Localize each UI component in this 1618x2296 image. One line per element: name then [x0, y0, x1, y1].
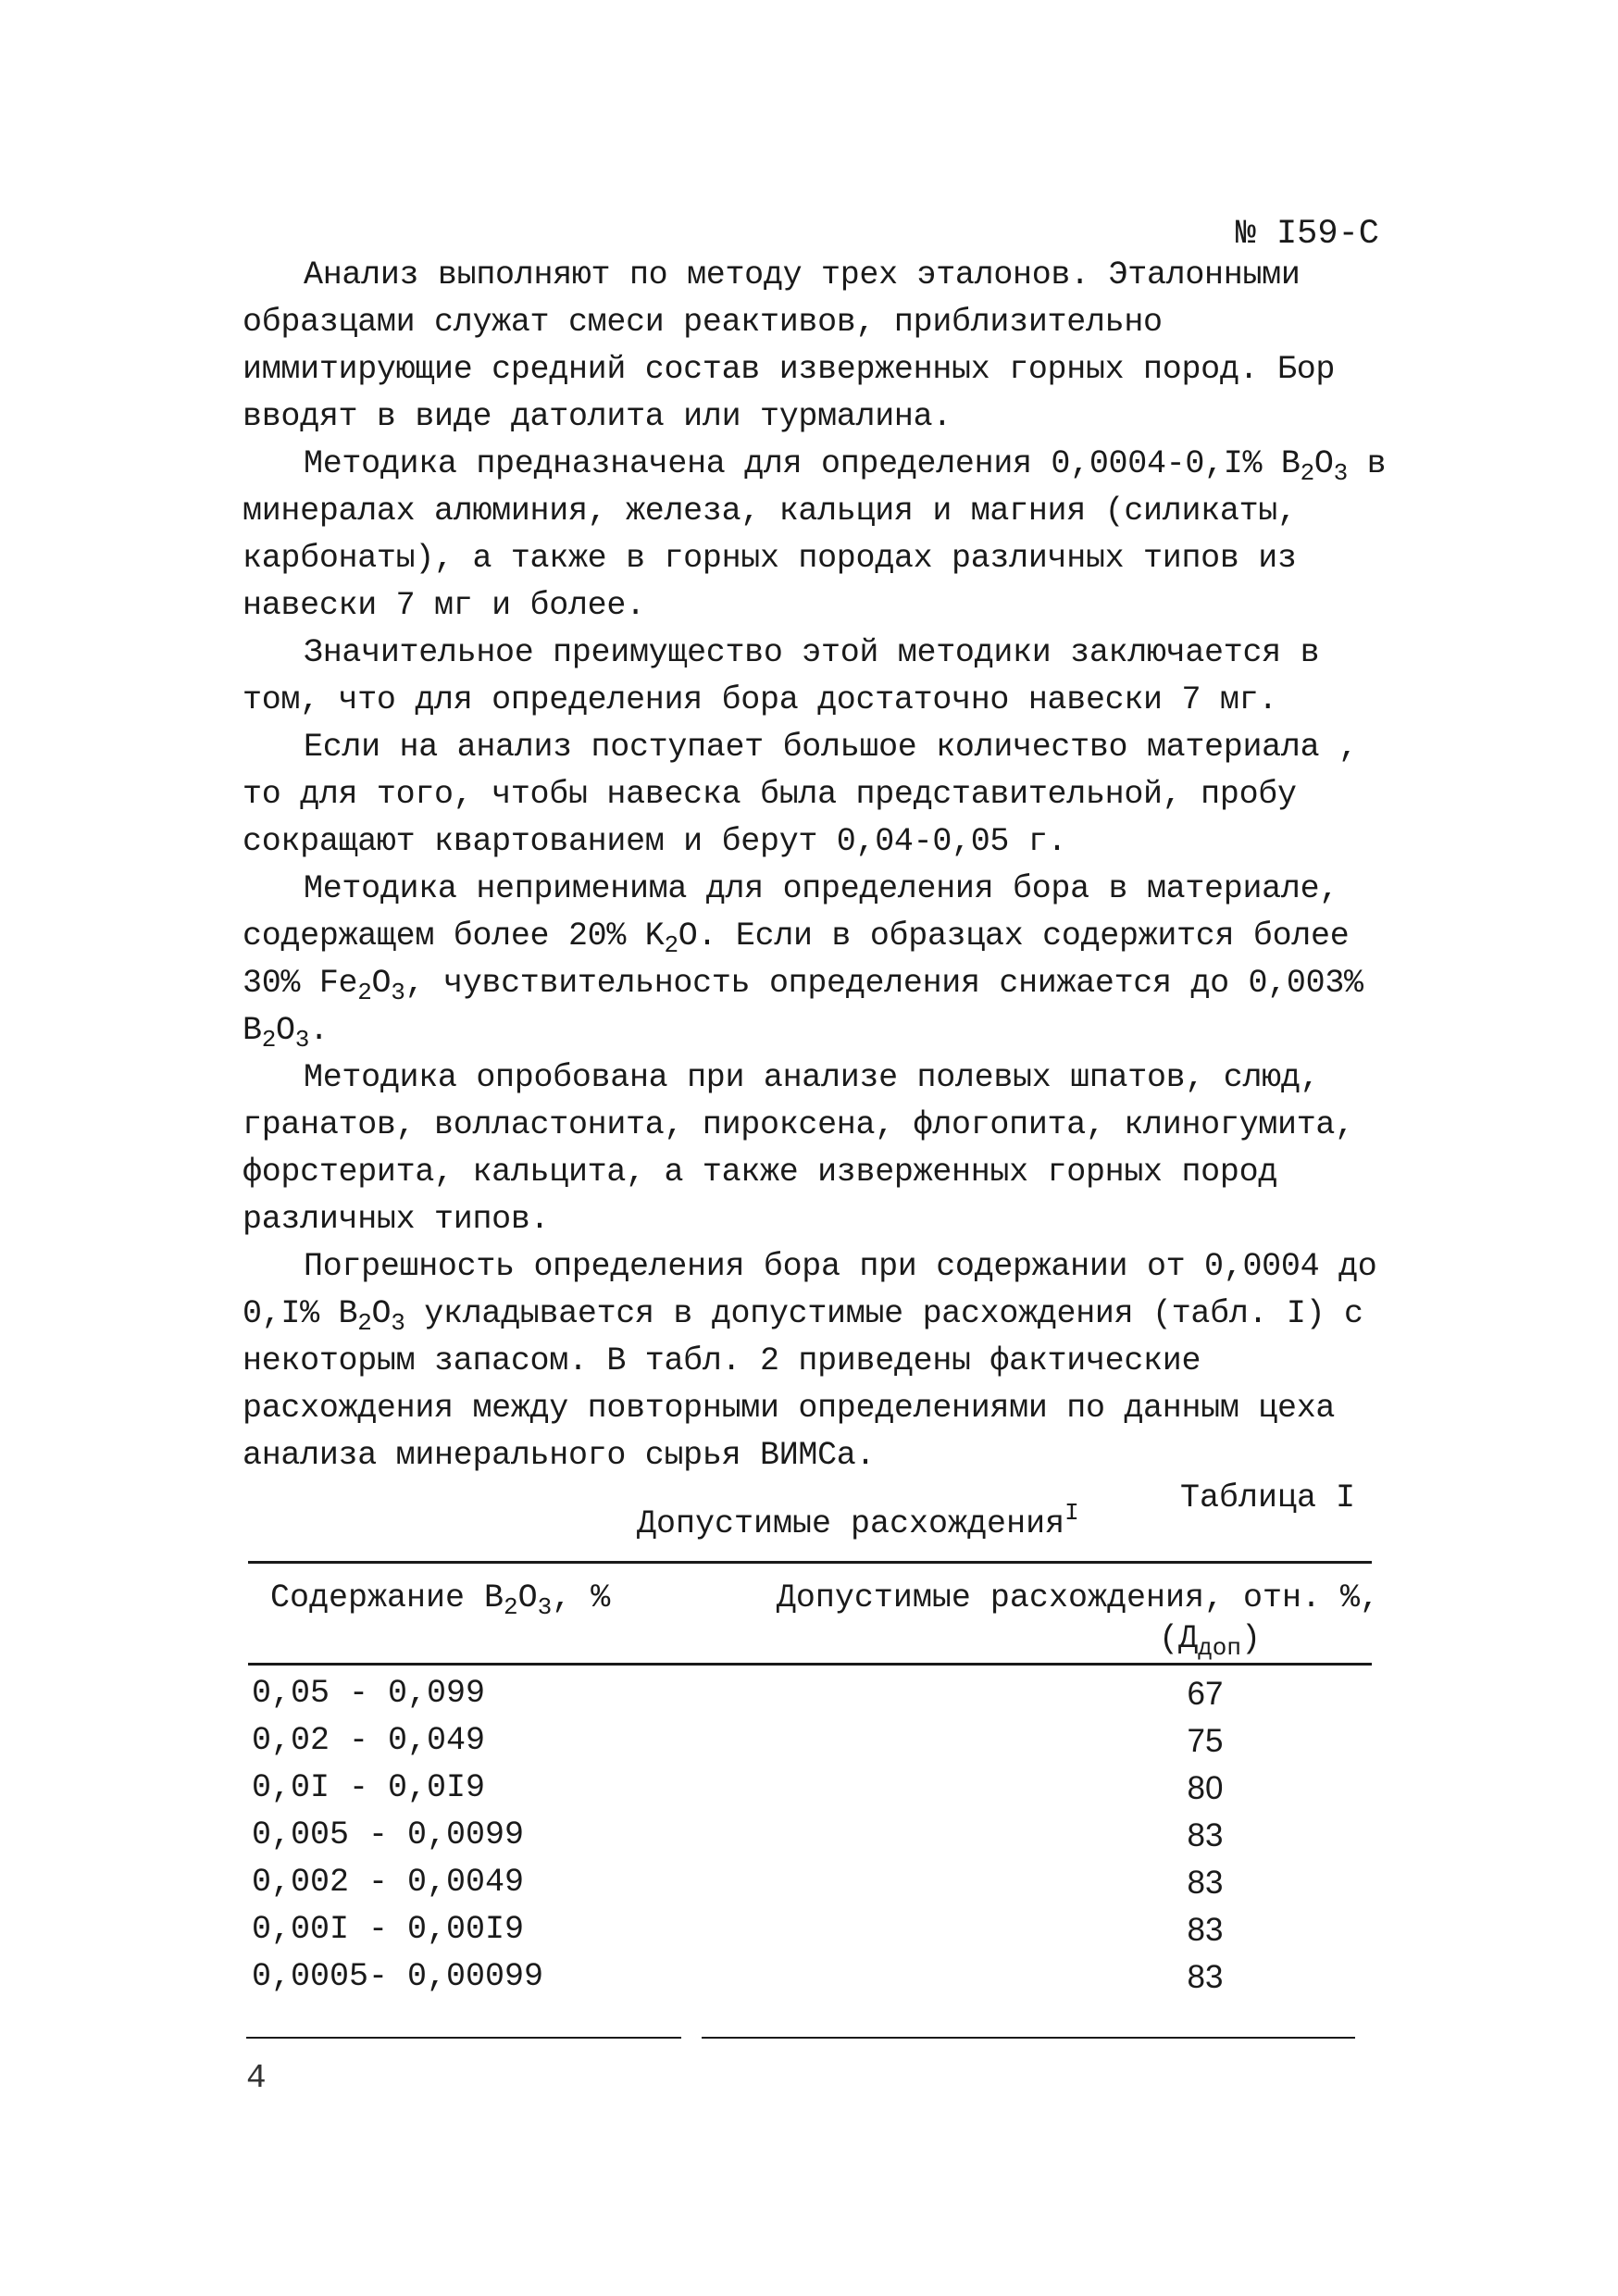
tolerance-value: 75 [1187, 1723, 1224, 1759]
footnote-rule-right [702, 2037, 1355, 2039]
table-title: Допустимые расхождения$^I$ [637, 1499, 1079, 1542]
table-header-tolerance: Допустимые расхождения, отн. %, $(Д_{доп})$ [776, 1579, 1379, 1662]
tolerance-value: 83 [1187, 1912, 1224, 1948]
table-header-rule [248, 1663, 1372, 1666]
table-label: Таблица I [1179, 1479, 1355, 1516]
table-row [252, 1717, 1224, 1765]
table-row [252, 1859, 1224, 1906]
content-range: 0,0I - 0,0I9 [252, 1769, 486, 1806]
paragraph-tested-materials: Методика опробована при анализе полевых шпатов, слюд, гранатов, волластонита, пироксена, флогопита, клиногумита, форстерита, кальцита, а также изверженных горных пород различных типов. [243, 1059, 1354, 1238]
content-range: 0,005 - 0,0099 [252, 1816, 525, 1853]
content-range: 0,00I - 0,00I9 [252, 1911, 525, 1948]
paragraph-limitations: Методика неприменима для определения бора в материале, содержащем более 20% $K_2O$. Если в образцах содержится более 30% $Fe_2O_3$, чувствительность определения снижается до 0,003% $B_2O_3$. [243, 870, 1363, 1054]
tolerance-value: 67 [1187, 1676, 1224, 1712]
paragraph-sampling: Если на анализ поступает большое количество материала , то для того, чтобы навеска была представительной, пробу сокращают квартованием и берут 0,04-0,05 г. [243, 729, 1358, 860]
paragraph-purpose: Методика предназначена для определения 0,0004-0,I% $B_2O_3$ в минералах алюминия, железа, кальция и магния (силикаты, карбонаты), а также в горных породах различных типов из навески 7 мг и более. [243, 445, 1387, 624]
document-number: № I59-С [1235, 215, 1379, 254]
content-range: 0,02 - 0,049 [252, 1722, 486, 1759]
tolerance-value: 80 [1187, 1770, 1224, 1806]
table-row [252, 1670, 1224, 1717]
content-range: 0,0005- 0,00099 [252, 1958, 544, 1995]
table-row [252, 1765, 1224, 1812]
content-range: 0,05 - 0,099 [252, 1675, 486, 1712]
table-row [252, 1953, 1224, 2001]
table-row [252, 1906, 1224, 1953]
table-row [252, 1812, 1224, 1859]
tolerance-value: 83 [1187, 1959, 1224, 1995]
table-body [252, 1670, 1224, 2001]
paragraph-error: Погрешность определения бора при содержании от 0,0004 до 0,I% $B_2O_3$ укладывается в допустимые расхождения (табл. I) с некоторым запасом. В табл. 2 приведены фактические расхождения между повторными определениями по данным цеха анализа минерального сырья ВИМСа. [243, 1248, 1377, 1474]
paragraph-method: Анализ выполняют по методу трех эталонов. Эталонными образцами служат смеси реактивов, приблизительно иммитирующие средний состав изверженных горных пород. Бор вводят в виде датолита или турмалина. [243, 256, 1336, 435]
page-number: 4 [246, 2059, 267, 2097]
table-top-rule [248, 1561, 1372, 1564]
tolerance-value: 83 [1187, 1865, 1224, 1901]
content-range: 0,002 - 0,0049 [252, 1864, 525, 1901]
table-header-content: Содержание $B_2O_3$, % [270, 1579, 611, 1621]
tolerance-value: 83 [1187, 1817, 1224, 1853]
footnote-rule-left [246, 2037, 681, 2039]
body-text [243, 252, 1409, 1479]
paragraph-advantage: Значительное преимущество этой методики заключается в том, что для определения бора достаточно навески 7 мг. [243, 634, 1320, 718]
